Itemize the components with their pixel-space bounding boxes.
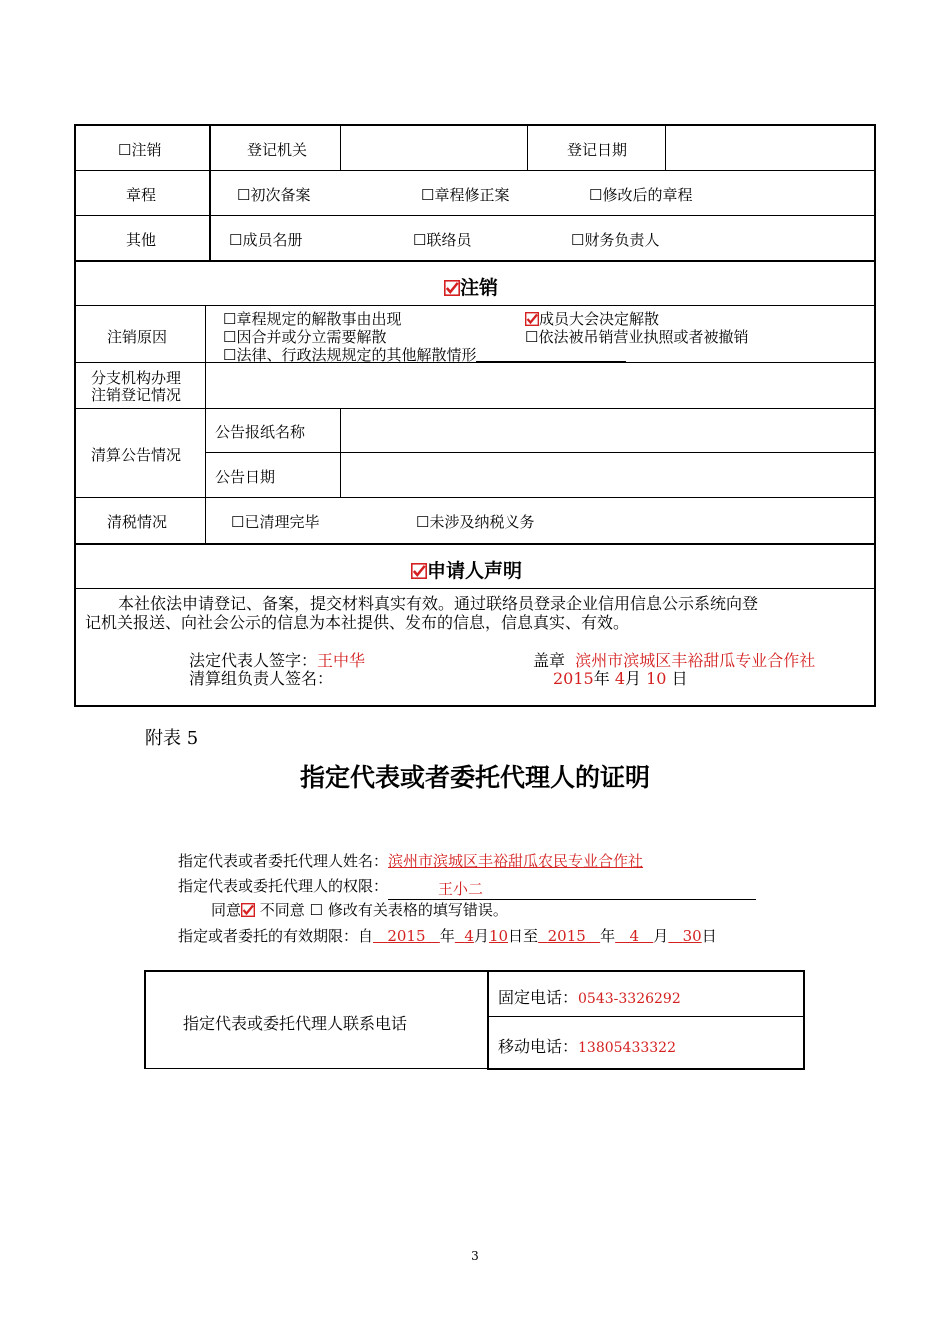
from-year[interactable]: 2015: [387, 927, 426, 945]
liquidation-head-label: 清算组负责人签名：: [189, 669, 334, 688]
sign-month-unit: 月: [625, 669, 642, 688]
other-option-finance[interactable]: ☐财务负责人: [571, 231, 660, 249]
validity-row: [178, 925, 717, 946]
sign-date: [553, 666, 688, 689]
newspaper-label: 公告报纸名称: [215, 423, 306, 441]
notice-date-label: 公告日期: [215, 468, 276, 486]
other-label: 其他: [126, 231, 157, 249]
charter-label: 章程: [126, 186, 157, 204]
to-year[interactable]: 2015: [547, 927, 586, 945]
declaration-line-1: 本社依法申请登记、备案，提交材料真实有效。通过联络员登录企业信用信息公示系统向登: [118, 594, 759, 613]
legal-rep-name: 王中华: [317, 651, 366, 670]
charter-option-revised[interactable]: ☐修改后的章程: [589, 186, 693, 204]
liquidation-label: 清算公告情况: [91, 446, 182, 464]
cancel-reason-3[interactable]: ☐因合并或分立需要解散: [223, 328, 387, 346]
modify-label: 修改有关表格的填写错误。: [327, 901, 508, 919]
appendix-title: 指定代表或者委托代理人的证明: [299, 763, 650, 792]
from-month[interactable]: 4: [464, 927, 474, 945]
charter-option-initial[interactable]: ☐初次备案: [237, 186, 311, 204]
agent-authority-label: 指定代表或委托代理人的权限：: [178, 877, 389, 895]
other-option-members[interactable]: ☐成员名册: [229, 231, 303, 249]
mobile-phone-label: 移动电话：: [498, 1037, 579, 1056]
cancel-reason-1[interactable]: ☐章程规定的解散事由出现: [223, 310, 402, 328]
cancel-reason-5[interactable]: [223, 344, 626, 365]
reg-authority-label: 登记机关: [247, 141, 308, 159]
cancel-reason-5-blank[interactable]: [476, 347, 626, 362]
unit-month: 月: [473, 927, 489, 945]
unit-year: 年: [600, 927, 616, 945]
agent-authority-value: 王小二: [438, 880, 484, 898]
mobile-phone-value[interactable]: 13805433322: [578, 1040, 676, 1056]
section-cancel-title: 注销: [460, 277, 499, 299]
agent-permission-row: [211, 899, 508, 920]
to-day[interactable]: 30: [682, 927, 702, 945]
agree-checked-box-icon[interactable]: [241, 903, 255, 917]
cancel-checkbox-label[interactable]: ☐注销: [118, 141, 162, 159]
declaration-line-2: 记机关报送、向社会公示的信息为本社提供、发布的信息，信息真实、有效。: [85, 613, 630, 632]
unit-month: 月: [653, 927, 669, 945]
sign-year-unit: 年: [593, 669, 610, 688]
section-declaration-header: [411, 556, 522, 583]
sign-month: 4: [614, 669, 626, 688]
tax-label: 清税情况: [107, 513, 168, 531]
validity-label: 指定或者委托的有效期限：自: [178, 927, 374, 945]
cancel-reason-4[interactable]: ☐依法被吊销营业执照或者被撤销: [525, 328, 749, 346]
appendix-label: 附表 5: [145, 728, 199, 749]
tax-option-none[interactable]: ☐未涉及纳税义务: [416, 513, 535, 531]
disagree-label: 不同意: [259, 901, 305, 919]
checked-box-icon: [444, 280, 460, 296]
charter-option-amendment[interactable]: ☐章程修正案: [421, 186, 510, 204]
to-month[interactable]: 4: [629, 927, 639, 945]
cancel-reason-5-text: ☐法律、行政法规规定的其他解散情形: [223, 346, 477, 364]
mobile-phone-row: [498, 1034, 676, 1057]
page-number: 3: [471, 1249, 479, 1263]
agent-authority-row: [178, 875, 756, 900]
cancel-reason-label: 注销原因: [107, 328, 168, 346]
sign-day-unit: 日: [671, 669, 688, 688]
sign-day: 10: [646, 669, 667, 688]
fixed-phone-label: 固定电话：: [498, 988, 579, 1007]
from-day[interactable]: 10: [488, 927, 509, 945]
branch-label-1: 分支机构办理: [91, 369, 182, 387]
agent-name-label: 指定代表或者委托代理人姓名：: [178, 852, 389, 870]
disagree-checkbox[interactable]: ☐: [309, 901, 324, 919]
seal-label: 盖章: [533, 651, 566, 670]
sign-year: 2015: [553, 669, 594, 688]
checked-box-icon: [525, 312, 539, 326]
cancel-reason-2-text: 成员大会决定解散: [539, 310, 660, 328]
section-declaration-title: 申请人声明: [427, 560, 523, 582]
agent-name-value[interactable]: 滨州市滨城区丰裕甜瓜农民专业合作社: [388, 852, 644, 870]
fixed-phone-row: [498, 985, 681, 1008]
unit-day: 日: [701, 927, 717, 945]
to-label: 日至: [508, 927, 539, 945]
fixed-phone-value[interactable]: 0543-3326292: [578, 991, 681, 1007]
seal-name: 滨州市滨城区丰裕甜瓜专业合作社: [575, 651, 816, 670]
branch-label-2: 注销登记情况: [91, 386, 182, 404]
other-option-liaison[interactable]: ☐联络员: [413, 231, 472, 249]
legal-rep-label: 法定代表人签字：: [189, 651, 318, 670]
tax-option-cleared[interactable]: ☐已清理完毕: [231, 513, 320, 531]
section-cancel-header: [444, 273, 498, 300]
agent-authority-field[interactable]: [388, 878, 756, 900]
contact-label: 指定代表或委托代理人联系电话: [183, 1014, 408, 1033]
agent-name-row: [178, 850, 643, 871]
checked-box-icon: [411, 563, 427, 579]
agree-label: 同意: [211, 901, 242, 919]
reg-date-label: 登记日期: [567, 141, 628, 159]
unit-year: 年: [439, 927, 455, 945]
